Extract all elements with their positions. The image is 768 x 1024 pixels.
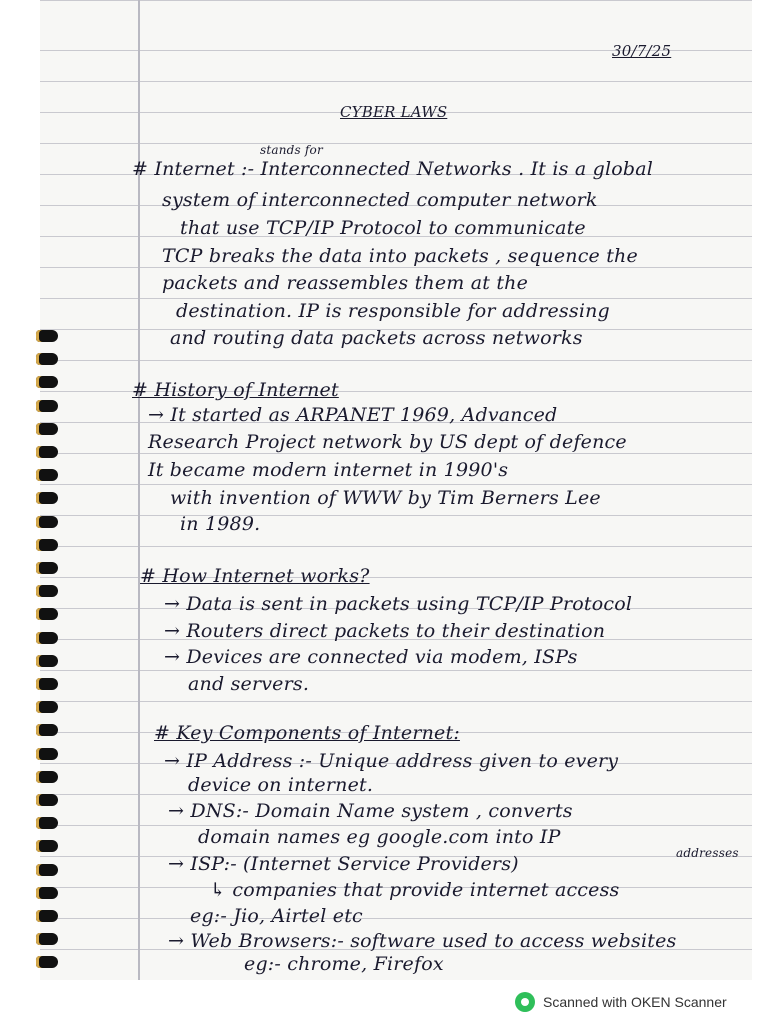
annotation-addresses: addresses <box>676 846 739 860</box>
spiral-ring <box>36 887 58 899</box>
heading-how-internet-works: # How Internet works? <box>140 565 370 587</box>
note-line: ↳ companies that provide internet access <box>210 879 620 901</box>
note-line: domain names eg google.com into IP <box>198 826 561 848</box>
notebook-spiral <box>36 330 66 980</box>
note-line: → Devices are connected via modem, ISPs <box>164 646 578 668</box>
notebook-page <box>40 0 752 980</box>
spiral-ring <box>36 956 58 968</box>
note-line: with invention of WWW by Tim Berners Lee <box>170 487 601 509</box>
note-line: eg:- chrome, Firefox <box>244 953 444 975</box>
note-line: → IP Address :- Unique address given to every <box>164 750 619 772</box>
spiral-ring <box>36 771 58 783</box>
spiral-ring <box>36 910 58 922</box>
note-line: destination. IP is responsible for addressing <box>176 300 610 322</box>
spiral-ring <box>36 608 58 620</box>
note-line: Research Project network by US dept of defence <box>148 431 627 453</box>
heading-key-components: # Key Components of Internet: <box>154 722 460 744</box>
note-line: → ISP:- (Internet Service Providers) <box>168 853 519 875</box>
date: 30/7/25 <box>612 42 672 60</box>
annotation-stands-for: stands for <box>260 143 323 157</box>
heading-history: # History of Internet <box>132 379 339 401</box>
note-line: and servers. <box>188 673 310 695</box>
page-title: CYBER LAWS <box>340 103 448 121</box>
note-line: and routing data packets across networks <box>170 327 583 349</box>
note-line: system of interconnected computer network <box>162 189 598 211</box>
spiral-ring <box>36 864 58 876</box>
scanner-watermark-text: Scanned with OKEN Scanner <box>543 994 727 1010</box>
spiral-ring <box>36 794 58 806</box>
spiral-ring <box>36 678 58 690</box>
spiral-ring <box>36 516 58 528</box>
spiral-ring <box>36 353 58 365</box>
spiral-ring <box>36 724 58 736</box>
spiral-ring <box>36 701 58 713</box>
scanner-watermark <box>515 990 727 1014</box>
spiral-ring <box>36 562 58 574</box>
spiral-ring <box>36 446 58 458</box>
spiral-ring <box>36 469 58 481</box>
spiral-ring <box>36 492 58 504</box>
note-line: → Data is sent in packets using TCP/IP Protocol <box>164 593 633 615</box>
note-line: packets and reassembles them at the <box>162 272 529 294</box>
spiral-ring <box>36 400 58 412</box>
note-line: → DNS:- Domain Name system , converts <box>168 800 573 822</box>
spiral-ring <box>36 817 58 829</box>
spiral-ring <box>36 933 58 945</box>
spiral-ring <box>36 655 58 667</box>
spiral-ring <box>36 748 58 760</box>
spiral-ring <box>36 423 58 435</box>
note-line: → Web Browsers:- software used to access websites <box>168 930 677 952</box>
note-line: eg:- Jio, Airtel etc <box>190 905 363 927</box>
spiral-ring <box>36 585 58 597</box>
spiral-ring <box>36 539 58 551</box>
spiral-ring <box>36 840 58 852</box>
note-line: It became modern internet in 1990's <box>148 459 509 481</box>
note-line: in 1989. <box>180 513 261 535</box>
note-line: → It started as ARPANET 1969, Advanced <box>148 404 558 426</box>
note-line: device on internet. <box>188 774 374 796</box>
note-line: TCP breaks the data into packets , sequence the <box>162 245 638 267</box>
spiral-ring <box>36 330 58 342</box>
spiral-ring <box>36 632 58 644</box>
note-line: that use TCP/IP Protocol to communicate <box>180 217 586 239</box>
spiral-ring <box>36 376 58 388</box>
oken-logo-icon <box>515 992 535 1012</box>
note-line: # Internet :- Interconnected Networks . It is a global <box>132 158 654 180</box>
note-line: → Routers direct packets to their destination <box>164 620 606 642</box>
margin-line <box>138 0 140 980</box>
